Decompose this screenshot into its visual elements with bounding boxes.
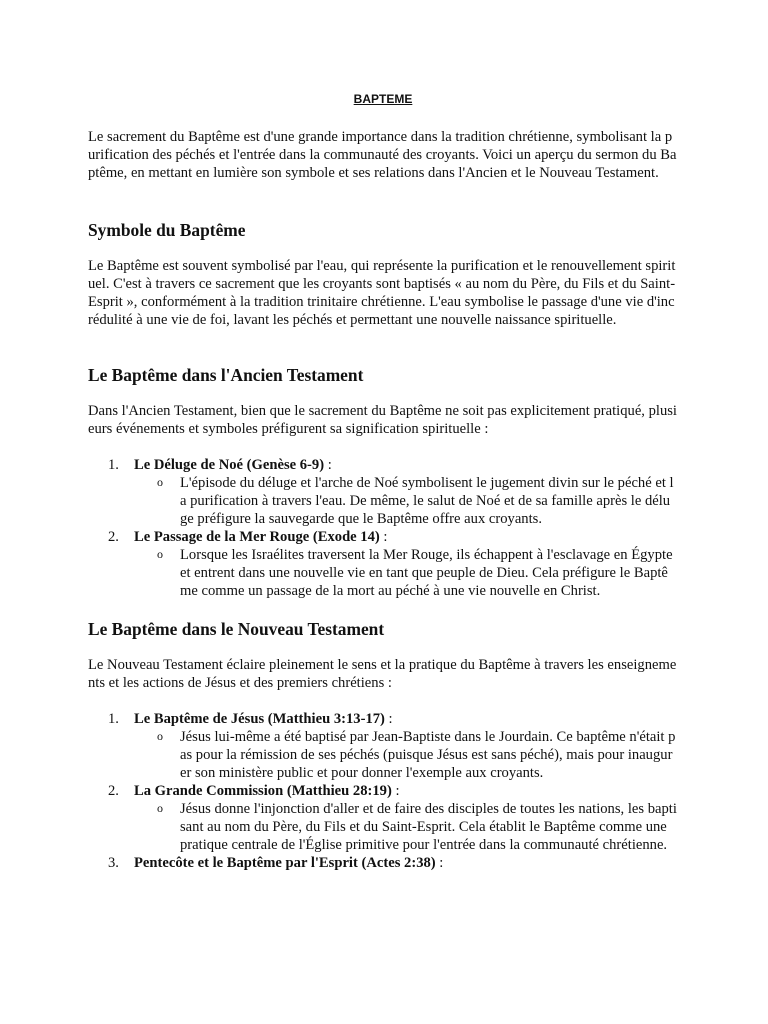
- list-item-description: Lorsque les Israélites traversent la Mer Rouge, ils échappent à l'esclavage en Égypte et entrent dans une nouvelle vie en tant que peuple de Dieu. Cela préfigure le Baptême comme un passage de la mort au péché à une vie nouvelle en Christ.: [180, 547, 673, 599]
- intro-paragraph: Le sacrement du Baptême est d'une grande importance dans la tradition chrétienne, symbolisant la purification des péchés et l'entrée dans la communauté des croyants. Voici un aperçu du sermon du Baptême, en mettant en lumière son symbole et ses relations dans l'Ancien et le Nouveau Testament.: [88, 129, 677, 181]
- list-item-title: Pentecôte et le Baptême par l'Esprit (Actes 2:38): [134, 855, 436, 871]
- list-item-colon: :: [384, 711, 393, 727]
- list-item: [88, 710, 678, 782]
- list-number: 3.: [108, 855, 119, 871]
- list-number: 1.: [108, 457, 119, 473]
- section-paragraph-ancien: Dans l'Ancien Testament, bien que le sacrement du Baptême ne soit pas explicitement pratiqué, plusieurs événements et symboles préfigurent sa signification spirituelle :: [88, 403, 677, 437]
- section-paragraph-nouveau: Le Nouveau Testament éclaire pleinement le sens et la pratique du Baptême à travers les enseignements et les actions de Jésus et des premiers chrétiens :: [88, 657, 677, 691]
- list-number: 2.: [108, 783, 119, 799]
- list-item: [88, 456, 678, 528]
- section-paragraph-symbole: Le Baptême est souvent symbolisé par l'eau, qui représente la purification et le renouvellement spirituel. C'est à travers ce sacrement que les croyants sont baptisés « au nom du Père, du Fils et du Saint-Esprit », conformément à la tradition trinitaire chrétienne. L'eau symbolise le passage d'une vie d'incrédulité à une vie de foi, lavant les péchés et permettant une nouvelle naissance spirituelle.: [88, 258, 676, 328]
- list-item: [88, 528, 678, 600]
- nouveau-testament-list: [88, 710, 678, 872]
- list-item-title: Le Baptême de Jésus (Matthieu 3:13-17): [134, 711, 385, 727]
- list-number: 1.: [108, 711, 119, 727]
- list-item-title: Le Déluge de Noé (Genèse 6-9): [134, 457, 325, 473]
- list-item-description: Jésus lui-même a été baptisé par Jean-Baptiste dans le Jourdain. Ce baptême n'était pas pour la rémission de ses péchés (puisque Jésus est sans péché), mais pour inaugurer son ministère public et pour donner l'exemple aux croyants.: [180, 729, 676, 781]
- document-title: BAPTEME: [353, 92, 413, 106]
- ancien-testament-list: [88, 456, 678, 600]
- list-item-colon: :: [379, 529, 388, 545]
- list-item-title: Le Passage de la Mer Rouge (Exode 14): [134, 529, 380, 545]
- list-item-colon: :: [324, 457, 332, 473]
- section-heading-symbole: Symbole du Baptême: [88, 220, 246, 240]
- list-item-colon: :: [435, 855, 444, 871]
- bullet-icon: o: [157, 801, 163, 815]
- bullet-icon: o: [157, 729, 163, 743]
- list-item-colon: :: [391, 783, 400, 799]
- list-item-title: La Grande Commission (Matthieu 28:19): [134, 783, 392, 799]
- list-number: 2.: [108, 529, 119, 545]
- bullet-icon: o: [157, 547, 163, 561]
- section-heading-nouveau: Le Baptême dans le Nouveau Testament: [88, 619, 385, 639]
- list-item: [88, 782, 678, 854]
- list-item-description: L'épisode du déluge et l'arche de Noé symbolisent le jugement divin sur le péché et la purification à travers l'eau. De même, le salut de Noé et de sa famille après le déluge préfigure la sauvegarde que le Baptême offre aux croyants.: [180, 475, 674, 527]
- section-heading-ancien: Le Baptême dans l'Ancien Testament: [88, 365, 364, 385]
- list-item: [88, 854, 678, 872]
- bullet-icon: o: [157, 475, 163, 489]
- list-item-description: Jésus donne l'injonction d'aller et de faire des disciples de toutes les nations, les baptisant au nom du Père, du Fils et du Saint-Esprit. Cela établit le Baptême comme une pratique centrale de l'Église primitive pour l'entrée dans la communauté chrétienne.: [180, 801, 677, 853]
